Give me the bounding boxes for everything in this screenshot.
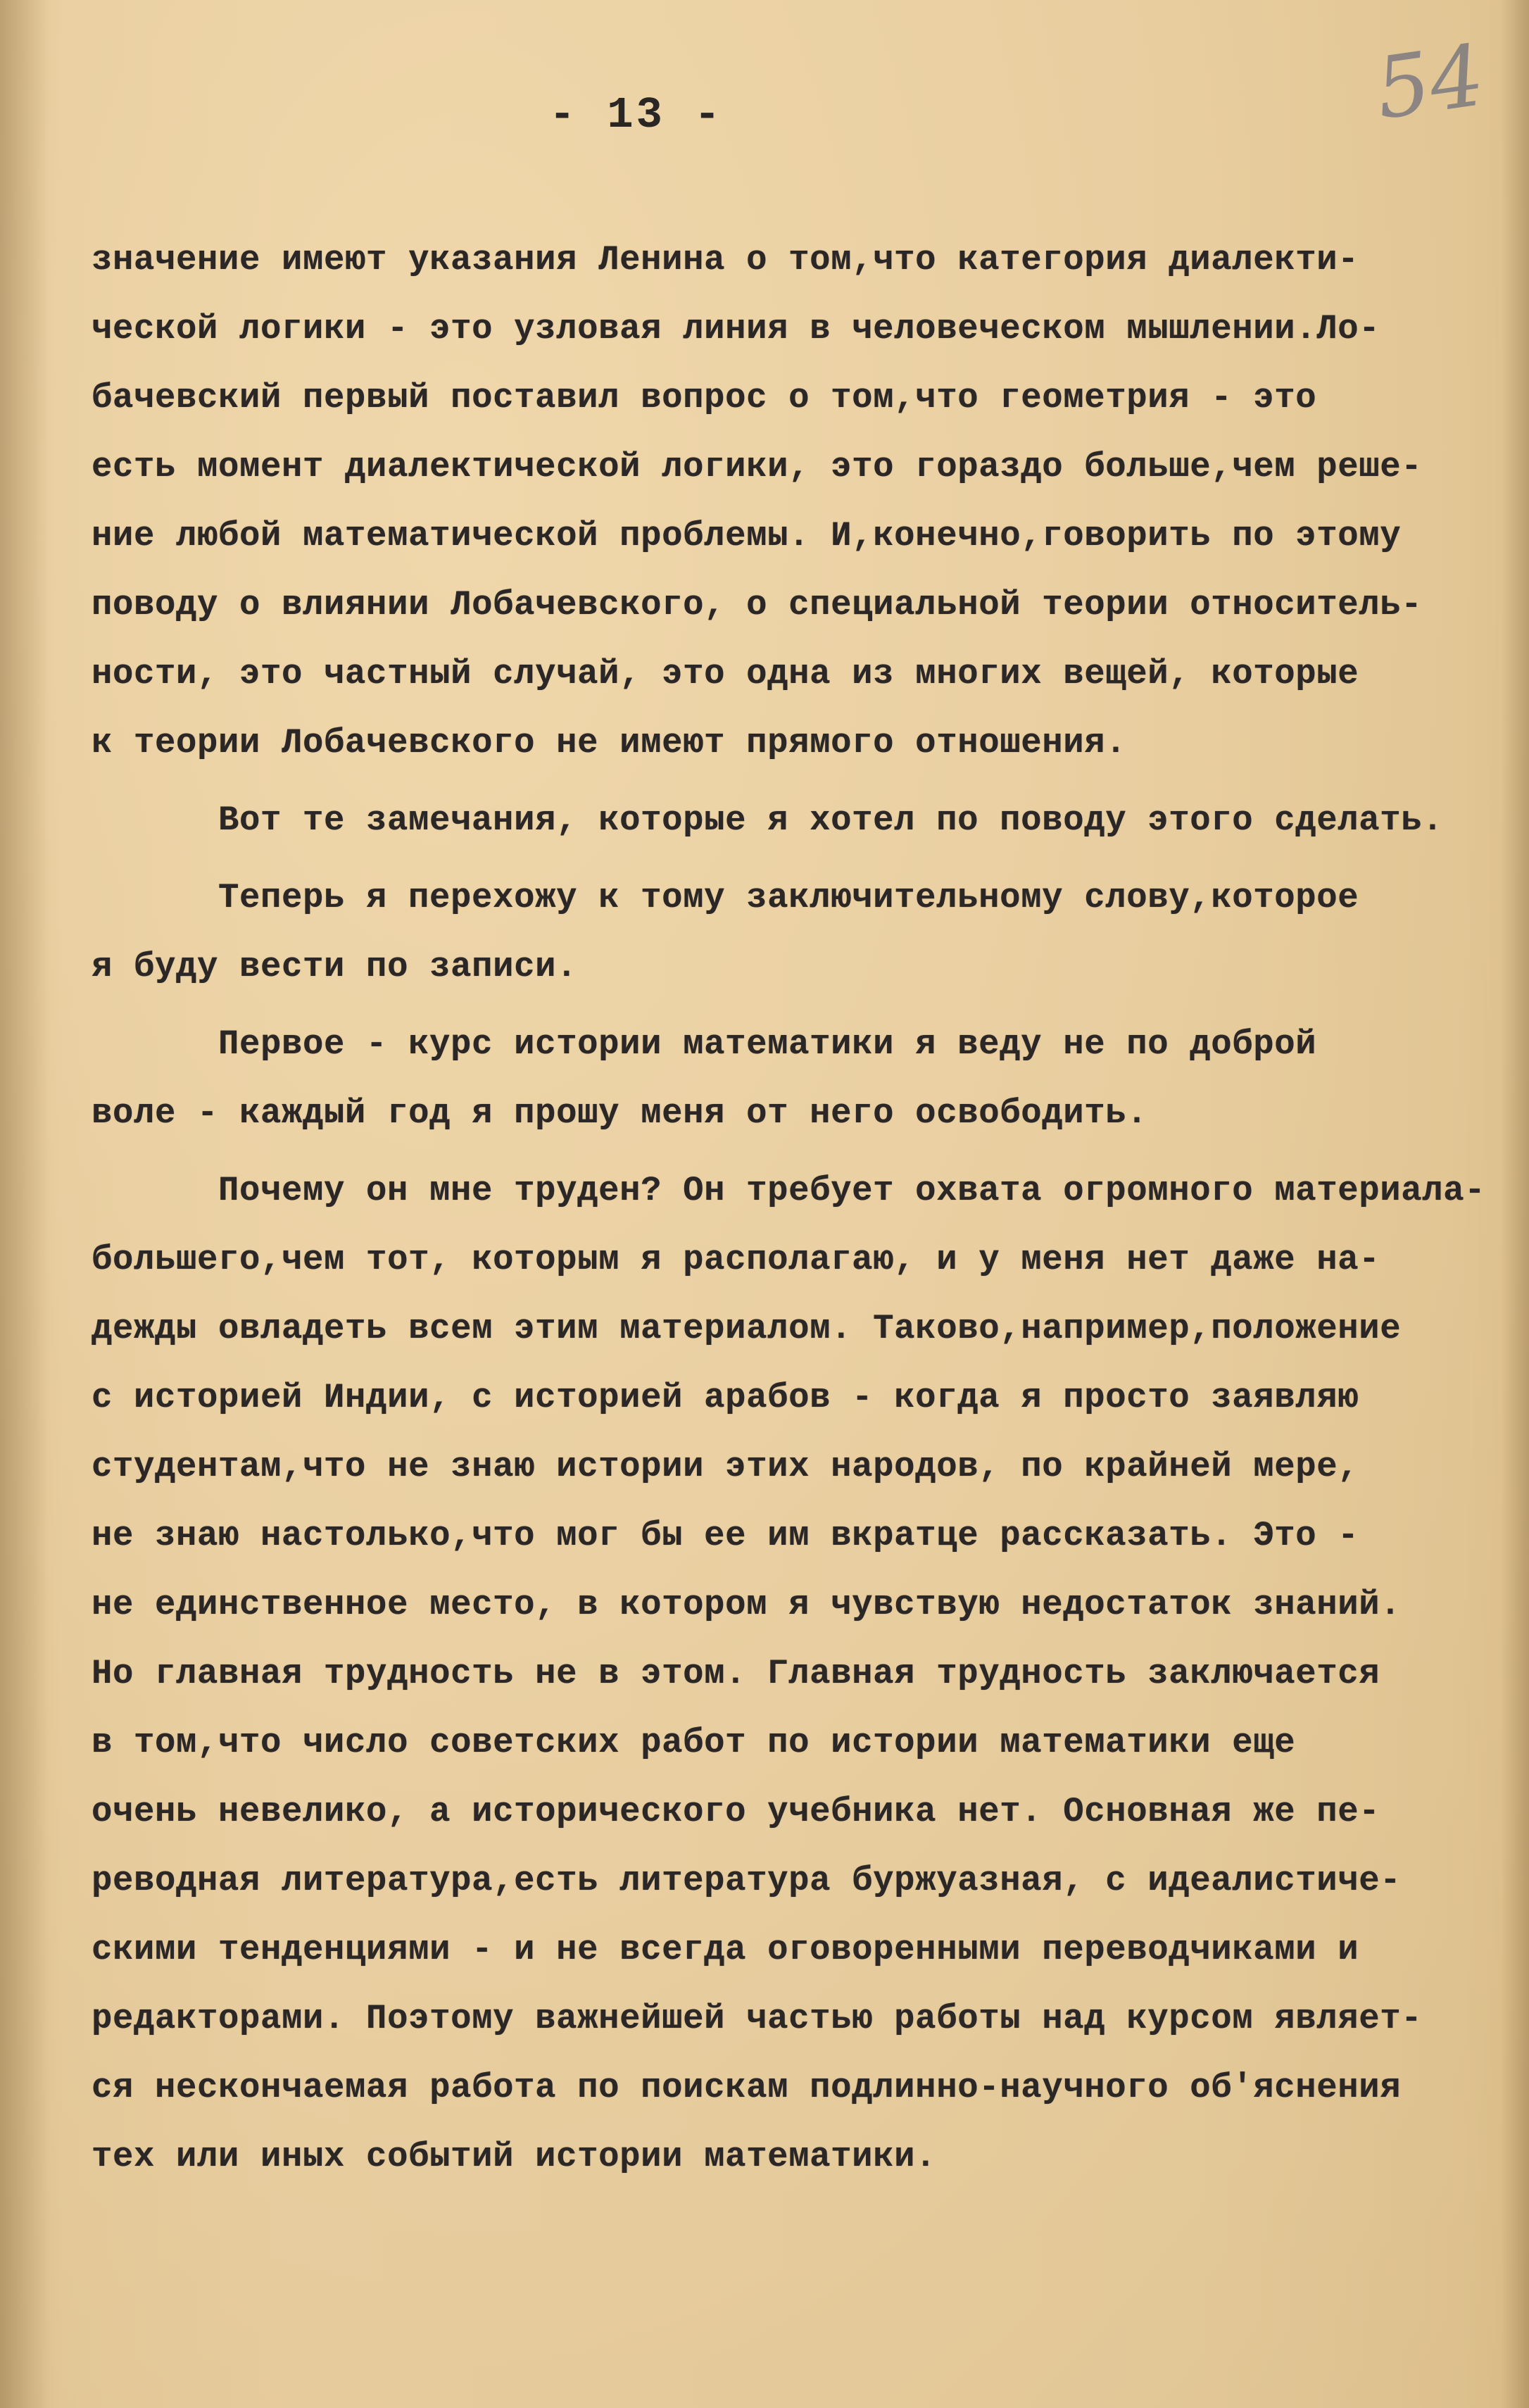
text-line: Вот те замечания, которые я хотел по поводу этого сделать. bbox=[218, 801, 1444, 840]
text-line: не знаю настолько,что мог бы ее им вкратце рассказать. Это - bbox=[92, 1516, 1359, 1555]
text-line: ческой логики - это узловая линия в человеческом мышлении.Ло- bbox=[92, 309, 1380, 349]
text-line: к теории Лобачевского не имеют прямого отношения. bbox=[92, 723, 1127, 763]
text-line: Но главная трудность не в этом. Главная трудность заключается bbox=[92, 1654, 1380, 1693]
text-line: Теперь я перехожу к тому заключительному слову,которое bbox=[218, 878, 1359, 917]
paragraph bbox=[92, 863, 1471, 1001]
text-line: дежды овладеть всем этим материалом. Таково,например,положение bbox=[92, 1309, 1402, 1348]
text-line: реводная литература,есть литература буржуазная, с идеалистиче- bbox=[92, 1861, 1402, 1900]
text-line: очень невелико, а исторического учебника нет. Основная же пе- bbox=[92, 1792, 1380, 1831]
handwritten-archive-number: 54 bbox=[1370, 27, 1490, 139]
text-line: ности, это частный случай, это одна из многих вещей, которые bbox=[92, 654, 1359, 694]
text-line: ние любой математической проблемы. И,конечно,говорить по этому bbox=[92, 516, 1402, 556]
page-number: - 13 - bbox=[549, 90, 724, 140]
text-line: студентам,что не знаю истории этих народов, по крайней мере, bbox=[92, 1447, 1359, 1486]
text-line: в том,что число советских работ по истории математики еще bbox=[92, 1723, 1296, 1762]
text-line: Почему он мне труден? Он требует охвата огромного материала- bbox=[218, 1171, 1486, 1210]
text-line: воле - каждый год я прошу меня от него освободить. bbox=[92, 1093, 1148, 1133]
text-line: с историей Индии, с историей арабов - когда я просто заявляю bbox=[92, 1378, 1359, 1417]
text-line: значение имеют указания Ленина о том,что категория диалекти- bbox=[92, 240, 1359, 280]
text-line: Первое - курс истории математики я веду не по доброй bbox=[218, 1024, 1317, 1064]
paragraph bbox=[92, 786, 1471, 855]
text-line: бачевский первый поставил вопрос о том,что геометрия - это bbox=[92, 378, 1317, 418]
text-line: поводу о влиянии Лобачевского, о специальной теории относитель- bbox=[92, 585, 1423, 625]
text-line: скими тенденциями - и не всегда оговоренными переводчиками и bbox=[92, 1930, 1359, 1969]
text-line: ся нескончаемая работа по поискам подлинно-научного об'яснения bbox=[92, 2068, 1402, 2107]
paragraph bbox=[92, 225, 1471, 777]
text-line: большего,чем тот, которым я располагаю, и у меня нет даже на- bbox=[92, 1240, 1380, 1279]
text-line: редакторами. Поэтому важнейшей частью работы над курсом являет- bbox=[92, 1999, 1423, 2038]
document-body bbox=[92, 225, 1486, 2191]
text-line: тех или иных событий истории математики. bbox=[92, 2137, 937, 2176]
paragraph bbox=[92, 1010, 1471, 1148]
text-line: не единственное место, в котором я чувствую недостаток знаний. bbox=[92, 1585, 1402, 1624]
right-edge-shadow bbox=[1501, 0, 1529, 2408]
text-line: я буду вести по записи. bbox=[92, 947, 578, 986]
binding-edge-shadow bbox=[0, 0, 49, 2408]
paragraph bbox=[92, 1156, 1486, 2191]
text-line: есть момент диалектической логики, это гораздо больше,чем реше- bbox=[92, 447, 1423, 487]
